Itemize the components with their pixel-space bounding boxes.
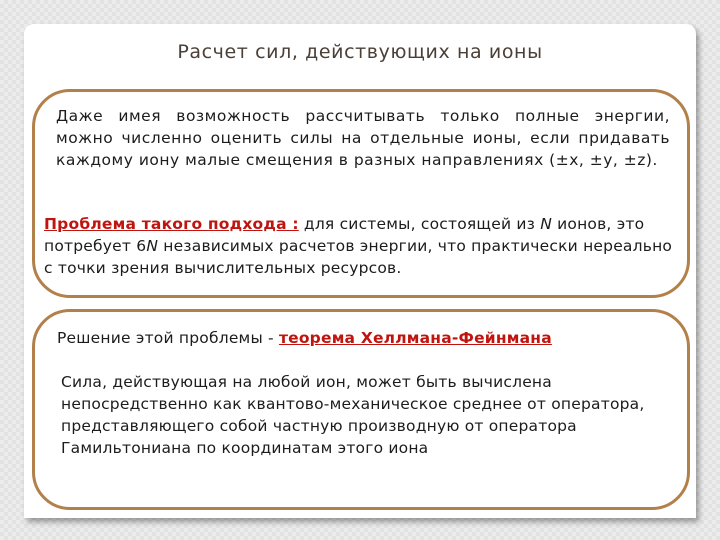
theorem-name: теорема Хеллмана-Фейнмана: [278, 329, 552, 347]
solution-prefix: Решение этой проблемы -: [57, 329, 279, 347]
slide-title: Расчет сил, действующих на ионы: [177, 41, 543, 63]
problem-text-2: ионов, это потребует 6: [44, 215, 645, 255]
theorem-description: Сила, действующая на любой ион, может быть вычислена непосредственно как квантово-механическое среднее от оператора, представляющего собой частную производную от оператора Гамильтониана по координатам этого иона: [61, 373, 645, 457]
problem-text-1: для системы, состоящей из: [298, 215, 541, 233]
intro-paragraph: Даже имея возможность рассчитывать только полные энергии, можно численно оценить силы на отдельные ионы, если придавать каждому иону малые смещения в разных направлениях (±x, ±y, ±z).: [56, 107, 670, 169]
slide-panel: [24, 24, 696, 518]
problem-n-symbol-2: N: [146, 237, 159, 255]
solution-line: [57, 327, 677, 349]
problem-paragraph: [44, 213, 684, 279]
problem-text-3: независимых расчетов энергии, что практически нереально с точки зрения вычислительных ресурсов.: [44, 237, 673, 277]
problem-n-symbol-1: N: [540, 215, 552, 233]
problem-label: Проблема такого подхода :: [44, 215, 299, 233]
